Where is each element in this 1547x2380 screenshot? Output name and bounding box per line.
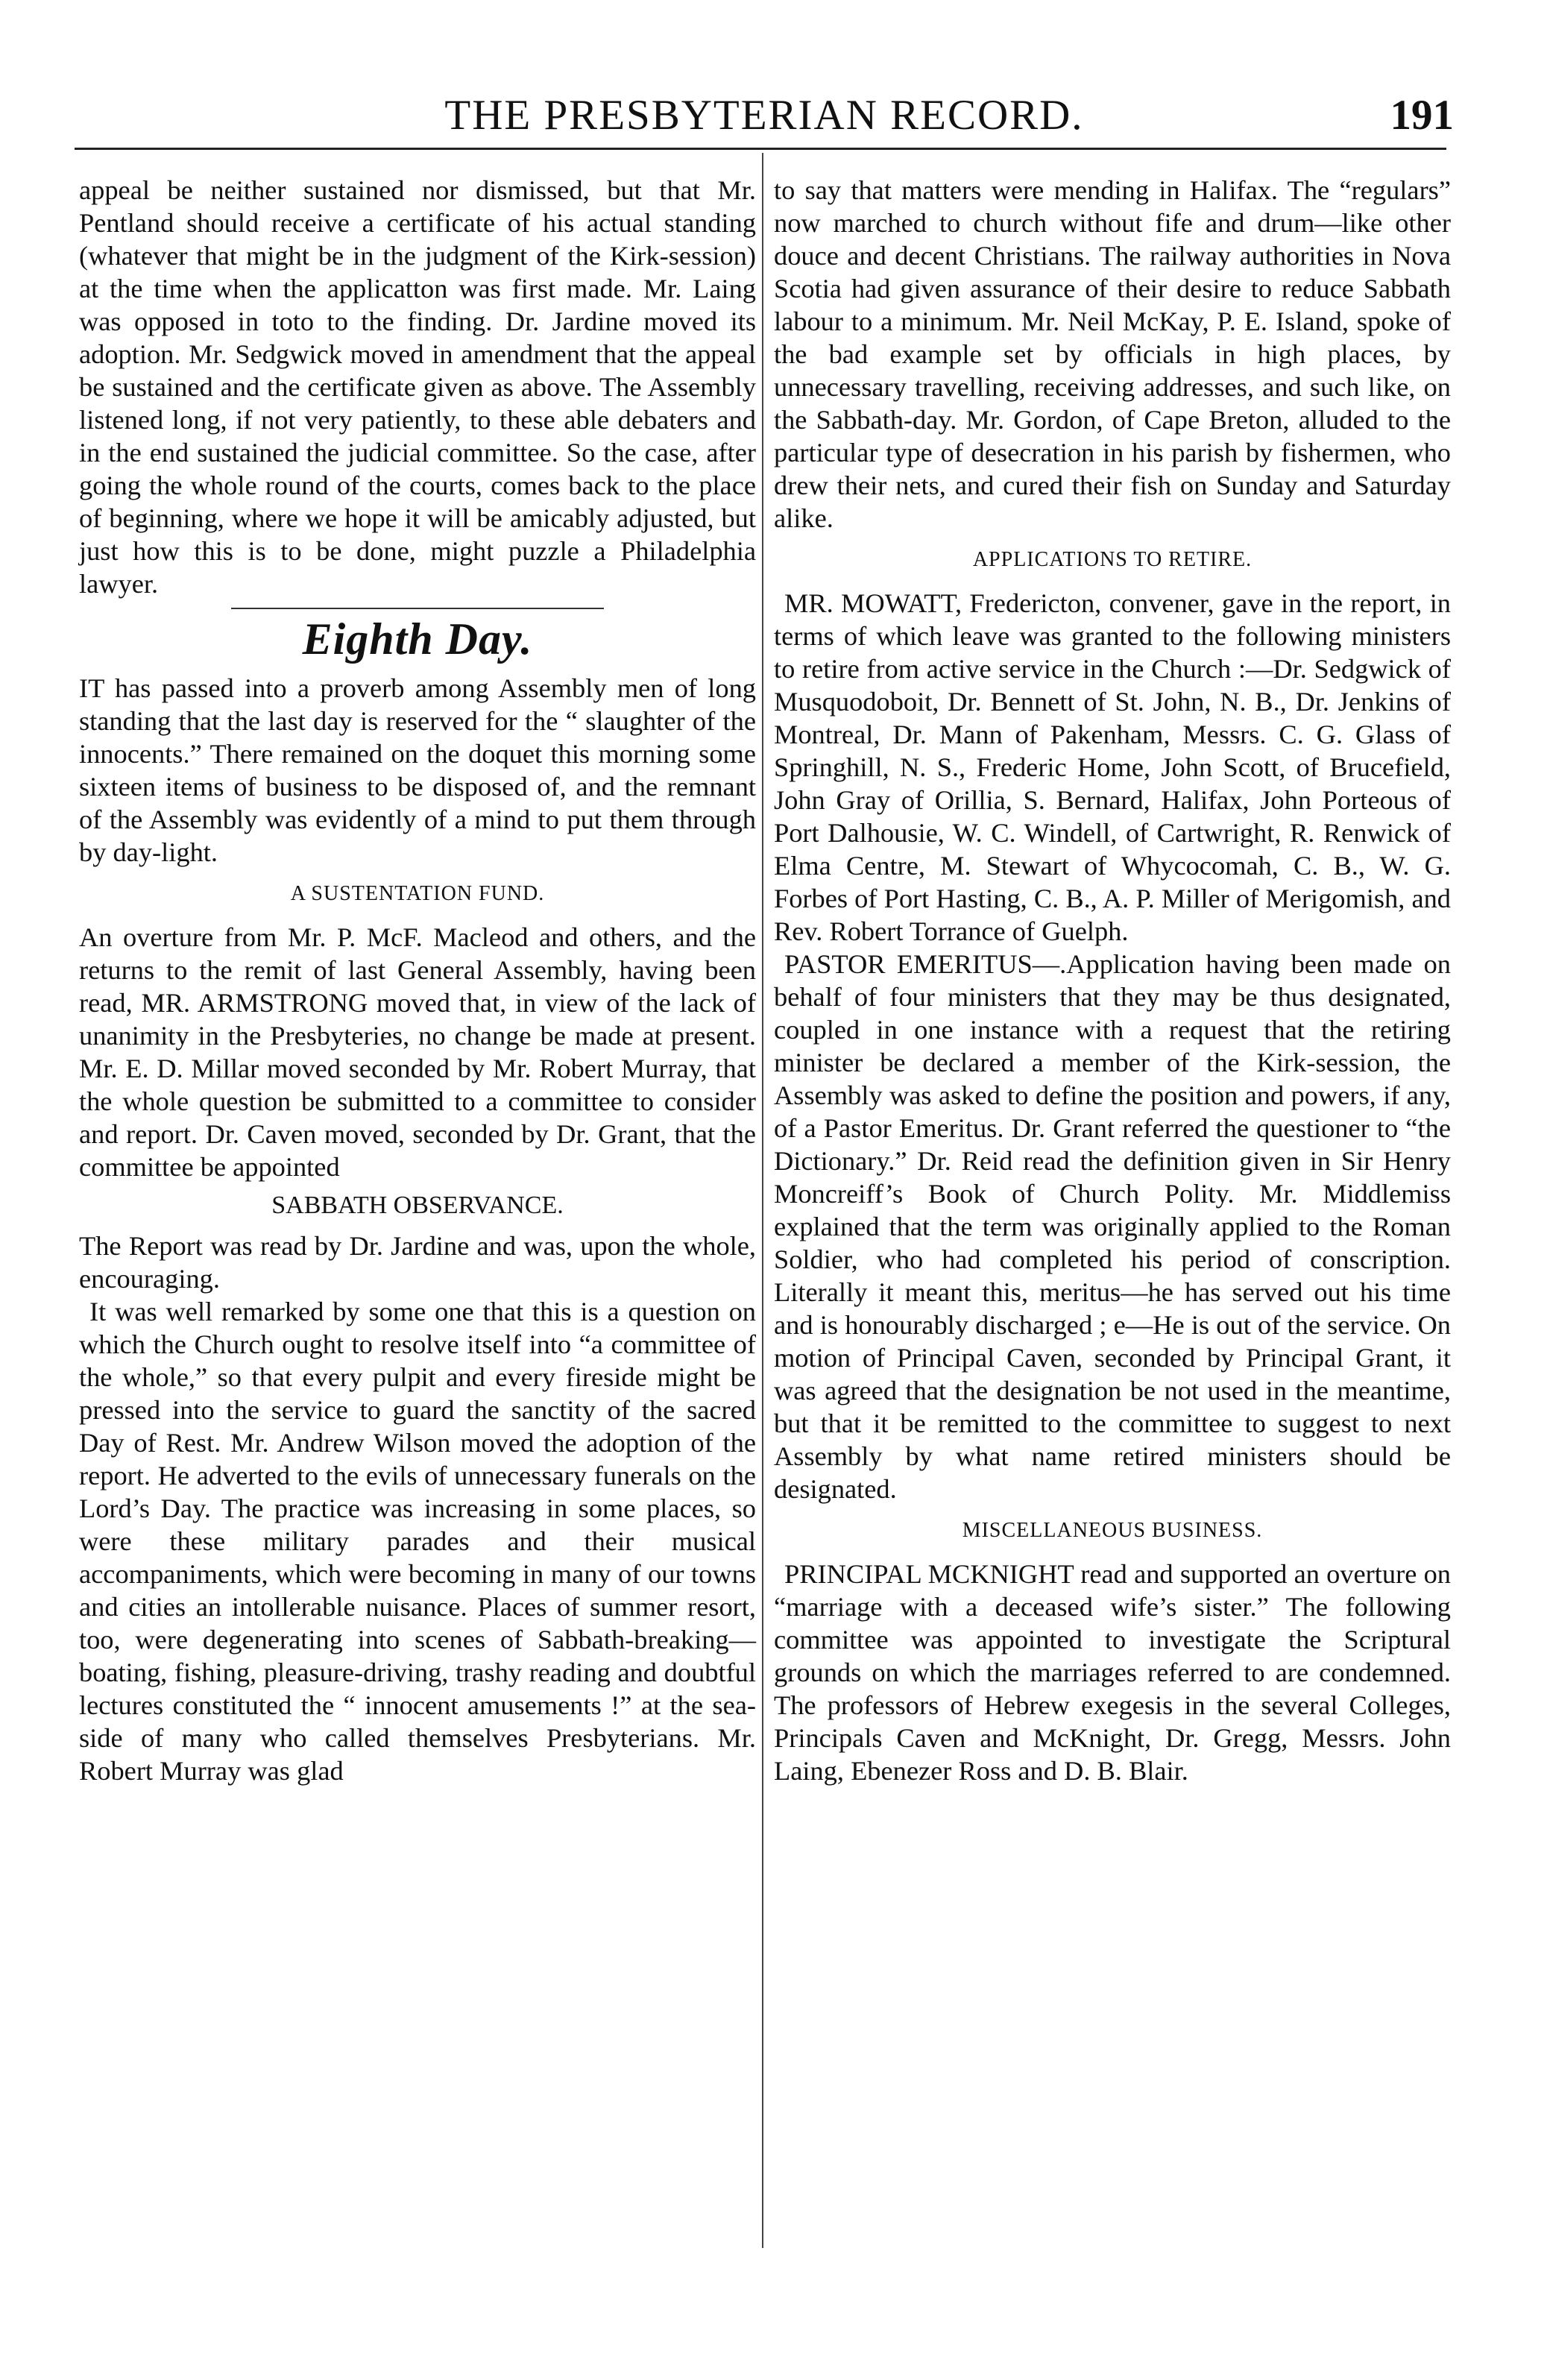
section-title-eighth-day: Eighth Day. <box>302 614 533 664</box>
page-header <box>75 91 1454 143</box>
right-column <box>774 174 1451 1787</box>
heading-applications-to-retire: APPLICATIONS TO RETIRE. <box>972 548 1253 571</box>
paragraph-overture: An overture from Mr. P. McF. Macleod and others, and the returns to the remit of last General Assembly, having been read, MR. ARMSTRONG moved that, in view of the lack of unanimity in the Presbyteries, no change be made at present. Mr. E. D. Millar moved seconded by Mr. Robert Murray, that the whole question be submitted to a committee to consider and report. Dr. Caven moved, seconded by Dr. Grant, that the committee be appointed <box>79 922 756 1182</box>
paragraph-proverb: IT has passed into a proverb among Assembly men of long standing that the last day is reserved for the “ slaughter of the innocents.” There remained on the doquet this morning some sixteen items of business to be disposed of, and the remnant of the Assembly was evidently of a mind to put them through by day-light. <box>79 673 756 867</box>
header-rule <box>75 148 1446 150</box>
column-divider <box>762 153 763 2248</box>
paragraph-appeal: appeal be neither sustained nor dismissed, but that Mr. Pentland should receive a certificate of his actual standing (whatever that might be in the judgment of the Kirk-session) at the time when the applicatton was first made. Mr. Laing was opposed in toto to the finding. Dr. Jardine moved its adoption. Mr. Sedgwick moved in amendment that the appeal be sustained and the certificate given as above. The Assembly listened long, if not very patiently, to these able debaters and in the end sustained the judicial committee. So the case, after going the whole round of the courts, comes back to the place of beginning, where we hope it will be amicably adjusted, but just how this is to be done, might puzzle a Philadelphia lawyer. <box>79 175 756 599</box>
heading-miscellaneous-business: MISCELLANEOUS BUSINESS. <box>962 1519 1263 1542</box>
paragraph-report: The Report was read by Dr. Jardine and was, upon the whole, encouraging. <box>79 1231 756 1294</box>
paragraph-pastor-emeritus: PASTOR EMERITUS—.Application having been made on behalf of four ministers that they may be thus designated, coupled in one instance with a request that the retiring minister be declared a member of the Kirk-session, the Assembly was asked to define the position and powers, if any, of a Pastor Emeritus. Dr. Grant referred the questioner to “the Dictionary.” Dr. Reid read the definition given in Sir Henry Moncreiff’s Book of Church Polity. Mr. Middlemiss explained that the term was originally applied to the Roman Soldier, who had completed his period of conscription. Literally it meant this, meritus—he has served out his time and is honourably discharged ; e—He is out of the service. On motion of Principal Caven, seconded by Principal Grant, it was agreed that the designation be not used in the meantime, but that it be remitted to the committee to suggest to next Assembly by what name retired ministers should be designated. <box>774 949 1451 1504</box>
heading-sustentation-fund: A SUSTENTATION FUND. <box>290 882 545 905</box>
paragraph-remarked: It was well remarked by some one that this is a question on which the Church ought to resolve itself into “a committee of the whole,” so that every pulpit and every fireside might be pressed into the service to guard the sanctity of the sacred Day of Rest. Mr. Andrew Wilson moved the adoption of the report. He adverted to the evils of unnecessary funerals on the Lord’s Day. The practice was increasing in some places, so were these military parades and their musical accompaniments, which were becoming in many of our towns and cities an intollerable nuisance. Places of summer resort, too, were degenerating into scenes of Sabbath-breaking—boating, fishing, pleasure-driving, trashy reading and doubtful lectures constituted the “ innocent amusements !” at the sea-side of many who called themselves Presbyterians. Mr. Robert Murray was glad <box>79 1297 756 1786</box>
paragraph-mcknight: PRINCIPAL MCKNIGHT read and supported an overture on “marriage with a deceased wife’s sister.” The following committee was appointed to investigate the Scriptural grounds on which the marriages referred to are condemned. The professors of Hebrew exegesis in the several Colleges, Principals Caven and McKnight, Dr. Gregg, Messrs. John Laing, Ebenezer Ross and D. B. Blair. <box>774 1559 1451 1786</box>
heading-sabbath-observance: SABBATH OBSERVANCE. <box>271 1191 564 1219</box>
running-title: THE PRESBYTERIAN RECORD. <box>444 92 1084 139</box>
page-number: 191 <box>1390 92 1454 139</box>
section-divider <box>231 608 604 609</box>
paragraph-halifax: to say that matters were mending in Halifax. The “regulars” now marched to church without fife and drum—like other douce and decent Christians. The railway authorities in Nova Scotia had given assurance of their desire to reduce Sabbath labour to a minimum. Mr. Neil McKay, P. E. Island, spoke of the bad example set by officials in high places, by unnecessary travelling, receiving addresses, and such like, on the Sabbath-day. Mr. Gordon, of Cape Breton, alluded to the particular type of desecration in his parish by fishermen, who drew their nets, and cured their fish on Sunday and Saturday alike. <box>774 175 1451 533</box>
paragraph-mowatt: MR. MOWATT, Fredericton, convener, gave in the report, in terms of which leave was granted to the following ministers to retire from active service in the Church :—Dr. Sedgwick of Musquodoboit, Dr. Bennett of St. John, N. B., Dr. Jenkins of Montreal, Dr. Mann of Pakenham, Messrs. C. G. Glass of Springhill, N. S., Frederic Home, John Scott, of Brucefield, John Gray of Orillia, S. Bernard, Halifax, John Porteous of Port Dalhousie, W. C. Windell, of Cartwright, R. Renwick of Elma Centre, M. Stewart of Whycocomah, C. B., W. G. Forbes of Port Hasting, C. B., A. P. Miller of Merigomish, and Rev. Robert Torrance of Guelph. <box>774 588 1451 946</box>
left-column <box>79 174 756 1787</box>
